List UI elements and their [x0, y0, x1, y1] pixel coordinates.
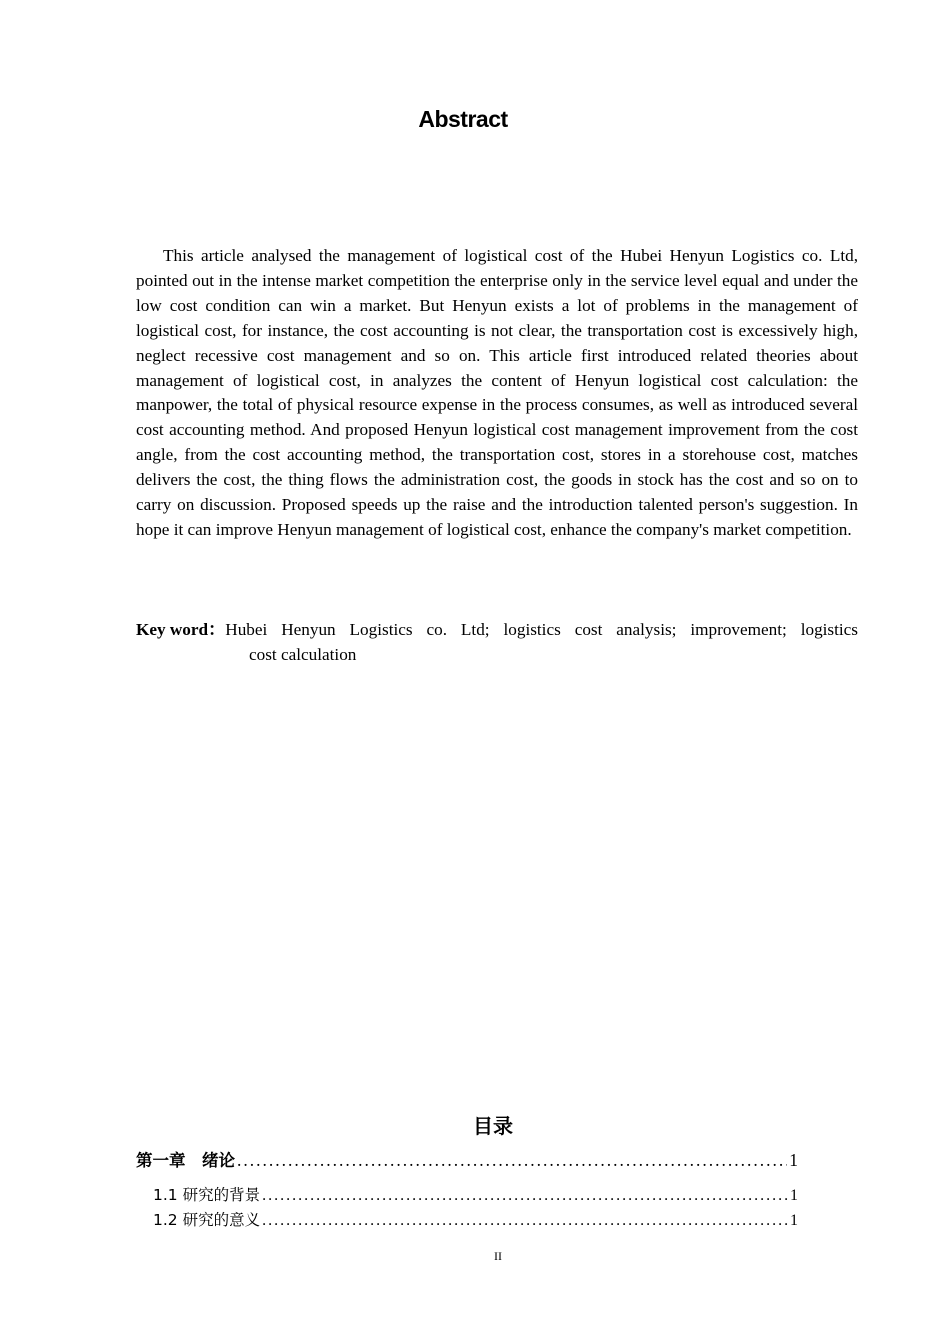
abstract-title: Abstract — [418, 106, 508, 132]
toc-entry-page: 1 — [789, 1150, 798, 1170]
keywords-line — [136, 617, 858, 642]
toc-entry-label: 1.2 研究的意义 — [153, 1211, 261, 1229]
toc-entry-page: 1 — [790, 1212, 798, 1229]
toc-entry-section-1-2[interactable] — [153, 1208, 798, 1230]
toc-entry-chapter-1[interactable] — [136, 1147, 798, 1171]
toc-entry-label: 1.1 研究的背景 — [153, 1186, 261, 1204]
keywords-colon: ： — [208, 620, 226, 639]
page-number: II — [494, 1249, 502, 1263]
toc-dot-leader — [262, 1187, 788, 1205]
toc-title: 目录 — [473, 1114, 513, 1138]
abstract-body: This article analysed the management of logistical cost of the Hubei Henyun Logistics co. Ltd, pointed out in the intense market competition the enterprise only in the service level equal and under the low cost condition can win a market. But Henyun exists a lot of problems in the management of logistical cost, for instance, the cost accounting is not clear, the transportation cost is excessively high, neglect recessive cost management and so on. This article first introduced related theories about management of logistical cost, in analyzes the content of Henyun logistical cost calculation: the manpower, the total of physical resource expense in the process consumes, as well as introduced several cost accounting method. And proposed Henyun logistical cost management improvement from the cost angle, from the cost accounting method, the transportation cost, stores in a storehouse cost, matches delivers the cost, the thing flows the administration cost, the goods in stock has the cost and so on to carry on discussion. Proposed speeds up the raise and the introduction talented person's suggestion. In hope it can improve Henyun management of logistical cost, enhance the company's market competition. — [136, 246, 858, 539]
keywords-text: Hubei Henyun Logistics co. Ltd; logistics cost analysis; improvement; logistics — [225, 620, 858, 639]
toc-dot-leader — [237, 1150, 787, 1171]
toc-entry-label: 第一章 绪论 — [136, 1151, 235, 1170]
keywords-label: Key word — [136, 620, 209, 639]
toc-entry-section-1-1[interactable] — [153, 1183, 798, 1205]
toc-dot-leader — [262, 1212, 788, 1230]
toc-entry-page: 1 — [790, 1187, 798, 1204]
keywords-text-continued: cost calculation — [249, 645, 357, 664]
